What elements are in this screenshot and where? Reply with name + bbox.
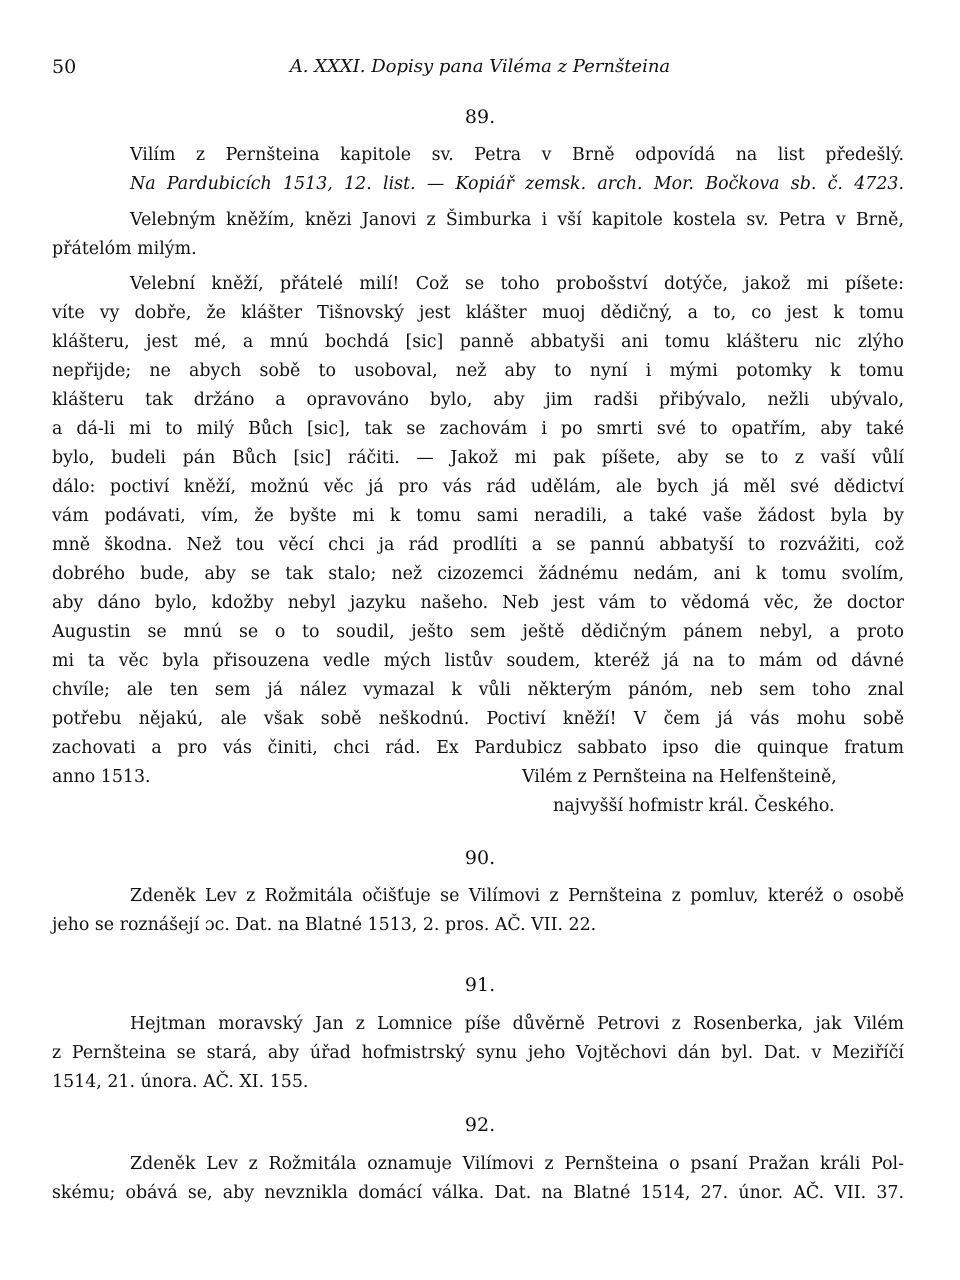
doc-89-letter-body xyxy=(52,270,904,763)
letter-line: bylo, budeli pán Bůch [sic] ráčiti. — Jakož mi pak píšete, aby se to z vaší vůlí xyxy=(52,448,904,468)
letter-line: vám podávati, vím, že byšte mi k tomu sami neradili, a také vaše žádost byla by xyxy=(52,506,904,526)
doc-91-number: 91. xyxy=(464,974,496,996)
doc-91-line2: z Pernšteina se stará, aby úřad hofmistrský synu jeho Vojtěchovi dán byl. Dat. v Meziříčí xyxy=(52,1043,904,1063)
letter-line: mně škodna. Než tou věcí chci ja rád prodlíti a se pannú abbatyší to rozvážiti, což xyxy=(52,535,904,555)
letter-line: nepřijde; ne abych sobě to usoboval, než aby to nyní i mými potomky k tomu xyxy=(52,361,904,381)
page-number: 50 xyxy=(52,56,77,78)
doc-92-line1: Zdeněk Lev z Rožmitála oznamuje Vilímovi z Pernšteina o psaní Pražan králi Pol- xyxy=(130,1154,904,1174)
letter-line: potřebu nějakú, ale však sobě neškodnú. Poctiví kněží! V čem já vás mohu sobě xyxy=(52,709,904,729)
doc-91-line1: Hejtman moravský Jan z Lomnice píše důvěrně Petrovi z Rosenberka, jak Vilém xyxy=(130,1014,904,1034)
letter-line: víte vy dobře, že klášter Tišnovský jest klášter muoj dědičný, a to, co jest k tomu xyxy=(52,303,904,323)
doc-89-address-line2: přátelóm milým. xyxy=(52,239,197,259)
letter-line: aby dáno bylo, kdožby nebyl jazyku našeho. Neb jest vám to vědomá věc, že doctor xyxy=(52,593,904,613)
doc-90-line1: Zdeněk Lev z Rožmitála očišťuje se Vilímovi z Pernšteina z pomluv, kteréž o osobě xyxy=(130,886,904,906)
letter-line: chvíle; ale ten sem já nález vymazal k vůli některým pánóm, neb sem toho znal xyxy=(52,680,904,700)
letter-line: dálo: poctiví kněží, možnú věc já pro vás rád udělám, ale bych já měl své dědictví xyxy=(52,477,904,497)
doc-89-signature-line1: Vilém z Pernšteina na Helfenšteině, xyxy=(522,767,837,787)
letter-line: mi ta věc byla přisouzena vedle mých listův soudem, kteréž já na to mám od dávné xyxy=(52,651,904,671)
doc-90-number: 90. xyxy=(464,847,496,869)
doc-92-line2: skému; obává se, aby nevznikla domácí válka. Dat. na Blatné 1514, 27. únor. AČ. VII. 37. xyxy=(52,1183,904,1203)
letter-line: klášteru tak držáno a opravováno bylo, aby jim radši přibývalo, nežli ubývalo, xyxy=(52,390,904,410)
letter-line: zachovati a pro vás činiti, chci rád. Ex Pardubicz sabbato ipso die quinque fratum xyxy=(52,738,904,758)
letter-line: klášteru, jest mé, a mnú bochdá [sic] panně abbatyši ani tomu klášteru nic zlýho xyxy=(52,332,904,352)
letter-line: dobrého bude, aby se tak stalo; než cizozemci žádnému nedám, ani k tomu svolím, xyxy=(52,564,904,584)
doc-89-number: 89. xyxy=(464,106,496,128)
doc-91-line3: 1514, 21. února. AČ. XI. 155. xyxy=(52,1072,309,1092)
running-title: A. XXXI. Dopisy pana Viléma z Pernšteina xyxy=(289,56,671,77)
doc-89-source: Na Pardubicích 1513, 12. list. — Kopiář zemsk. arch. Mor. Bočkova sb. č. 4723. xyxy=(130,174,904,194)
letter-line: Augustin se mnú se o to soudil, ješto sem ještě dědičným pánem nebyl, a proto xyxy=(52,622,904,642)
doc-89-address-line1: Velebným kněžím, knězi Janovi z Šimburka i vší kapitole kostela sv. Petra v Brně, xyxy=(130,210,904,230)
doc-90-line2: jeho se roznášejí ɔc. Dat. na Blatné 1513, 2. pros. AČ. VII. 22. xyxy=(52,915,597,935)
page-header xyxy=(52,56,908,84)
doc-89-date-end: anno 1513. xyxy=(52,767,151,787)
doc-92-number: 92. xyxy=(464,1114,496,1136)
doc-89-summary: Vilím z Pernšteina kapitole sv. Petra v Brně odpovídá na list předešlý. xyxy=(130,145,904,165)
letter-line: a dá-li mi to milý Bůch [sic], tak se zachovám i po smrti své to opatřím, aby také xyxy=(52,419,904,439)
doc-89-signature-line2: najvyšší hofmistr král. Českého. xyxy=(553,796,835,816)
letter-line: Velební kněží, přátelé milí! Což se toho probošství dotýče, jakož mi píšete: xyxy=(130,274,904,294)
